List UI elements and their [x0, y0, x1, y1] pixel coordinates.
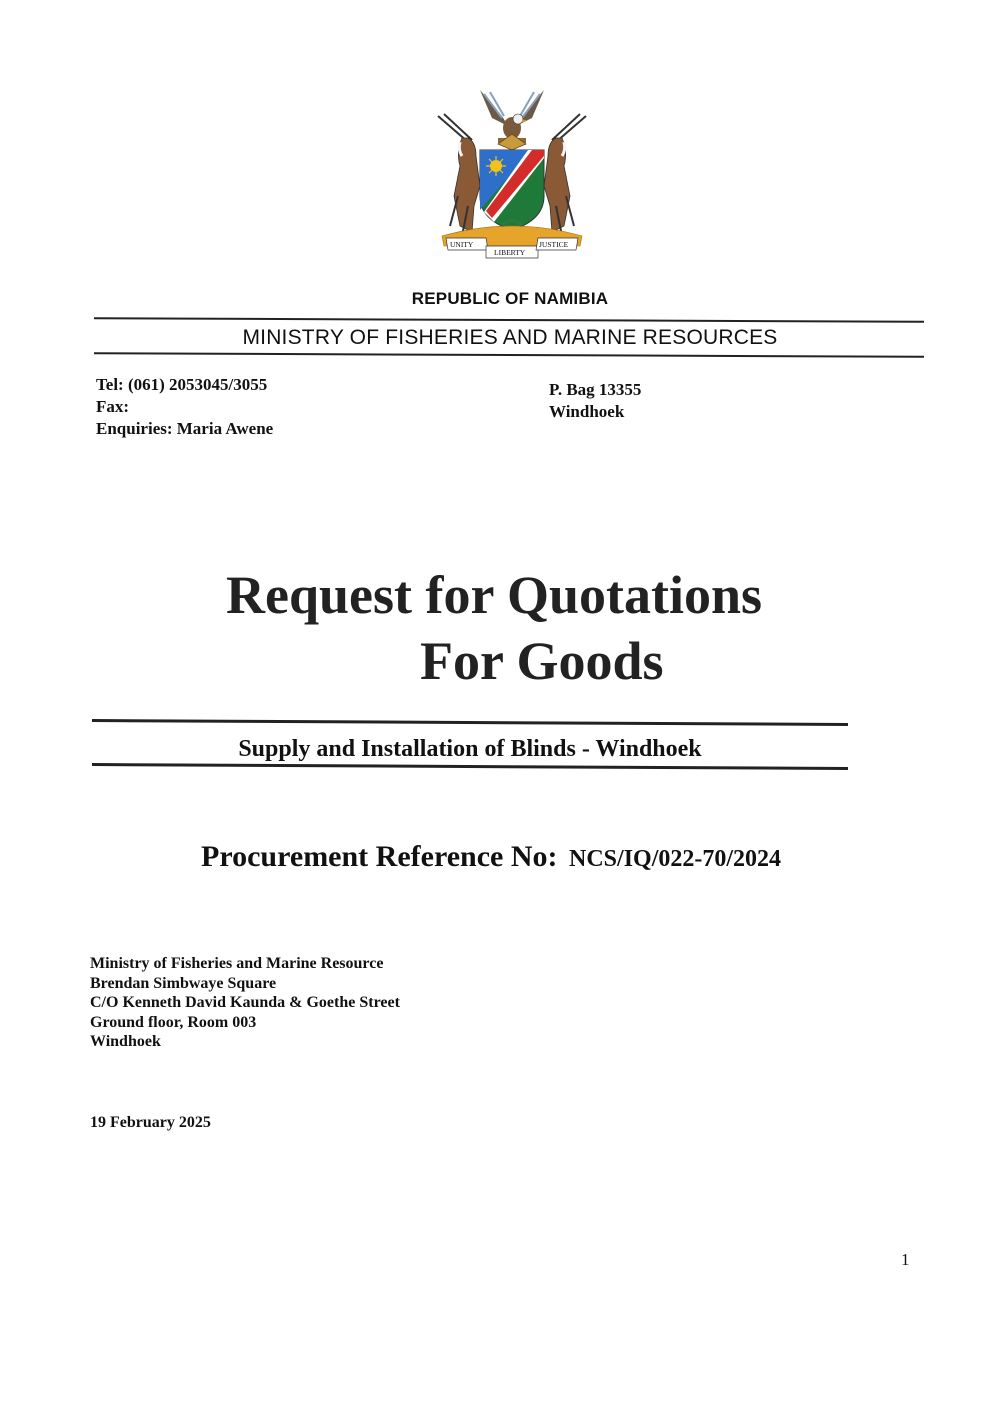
subject-rule-top: [92, 719, 848, 726]
address-block: [90, 954, 400, 1052]
contact-tel: Tel: (061) 2053045/3055: [96, 375, 268, 394]
contact-city: Windhoek: [549, 402, 625, 421]
motto-unity: UNITY: [450, 240, 474, 249]
header-rule-bottom: [94, 352, 924, 358]
contact-right: [549, 379, 641, 423]
header-rule-top: [94, 317, 924, 323]
contact-pbag: P. Bag 13355: [549, 380, 642, 399]
contact-fax: Fax:: [96, 397, 130, 416]
address-line: Windhoek: [90, 1033, 161, 1050]
oryx-right-icon: [544, 114, 586, 236]
document-title-line2: For Goods: [420, 631, 664, 691]
oryx-left-icon: [438, 114, 480, 236]
procurement-number: NCS/IQ/022-70/2024: [569, 846, 782, 872]
motto-justice: JUSTICE: [539, 240, 569, 249]
document-date: 19 February 2025: [90, 1114, 211, 1131]
page-number: 1: [901, 1250, 910, 1269]
address-line: Brendan Simbwaye Square: [90, 974, 277, 992]
address-line: C/O Kenneth David Kaunda & Goethe Street: [90, 994, 400, 1011]
address-line: Ministry of Fisheries and Marine Resource: [90, 955, 384, 972]
contact-left: [96, 374, 273, 440]
republic-heading: REPUBLIC OF NAMIBIA: [411, 289, 609, 308]
subject-rule-bottom: [92, 763, 848, 770]
procurement-reference: [201, 840, 781, 874]
shield-icon: [480, 150, 544, 230]
ministry-heading: MINISTRY OF FISHERIES AND MARINE RESOURCES: [242, 326, 778, 349]
motto-liberty: LIBERTY: [494, 248, 526, 257]
contact-enquiries: Enquiries: Maria Awene: [96, 419, 274, 438]
address-line: Ground floor, Room 003: [90, 1013, 257, 1031]
procurement-label: Procurement Reference No:: [201, 840, 558, 873]
document-title-line1: Request for Quotations: [226, 565, 763, 625]
coat-of-arms: [432, 86, 592, 264]
subject-line: Supply and Installation of Blinds - Windhoek: [238, 736, 702, 762]
